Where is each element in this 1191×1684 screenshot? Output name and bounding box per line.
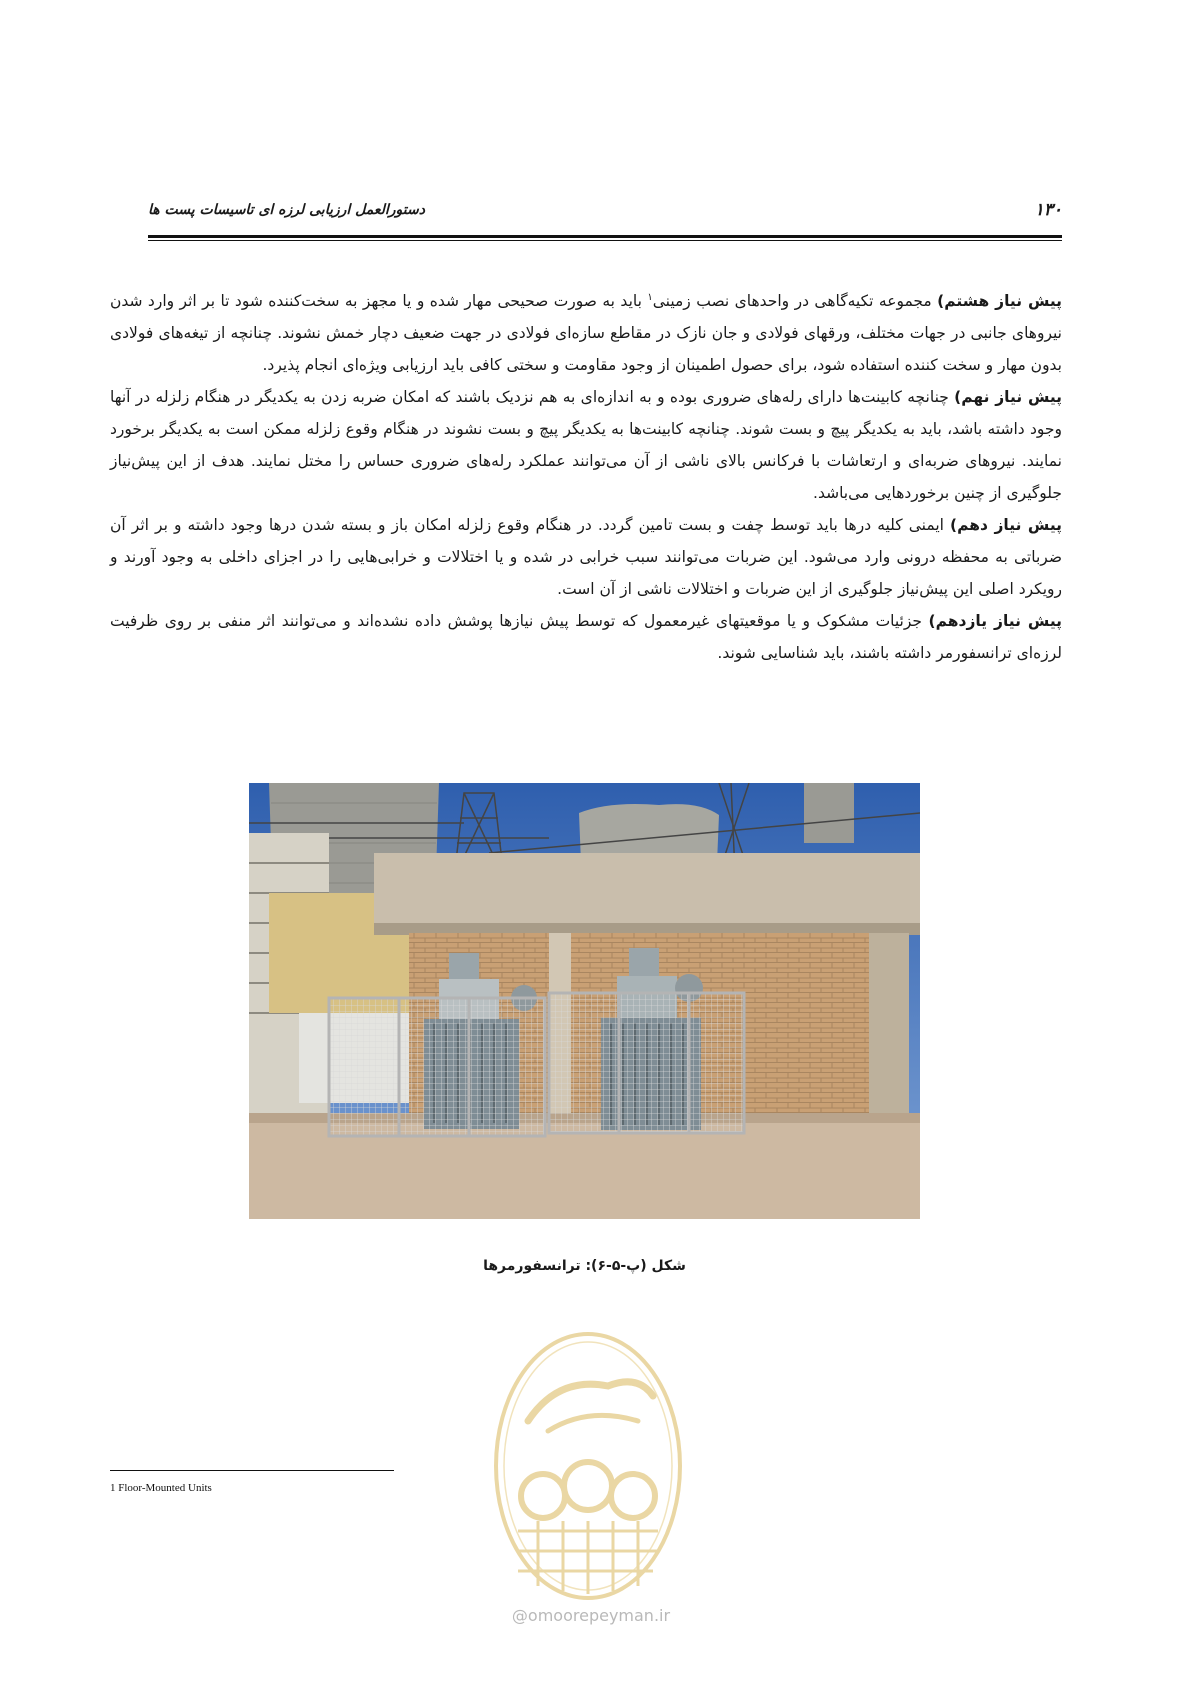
paragraph-text: ایمنی کلیه درها باید توسط چفت و بست تامین گردد. در هنگام وقوع زلزله امکان باز و بسته شدن درها وجود داشته و بر اثر آن ضرباتی به محفظه درونی وارد می‌شود. این ضربات می‌توانند سبب خرابی در شده و یا اختلالات و خرابی‌هایی را در اجزای داخلی به وجود آورند و رویکرد اصلی این پیش‌نیاز جلوگیری از این ضربات و اختلالات ناشی از آن است.: [110, 516, 1062, 599]
page-number: ۱۳۰: [1034, 200, 1062, 220]
paragraph-text: باید به صورت صحیحی مهار شده و یا مجهز به سخت‌کننده شود تا بر اثر وارد شدن نیروهای جانبی در جهات مختلف، ورقهای فولادی و جان نازک در مقاطع سازه‌ای فولادی در جهت ضعیف دچار خمش نشوند. چنانچه از تیغه‌های فولادی بدون مهار و سخت کننده استفاده شود، برای حصول اطمینان از وجود مقاومت و سختی کافی باید ارزیابی ویژه‌ای انجام پذیرد.: [110, 292, 1062, 375]
paragraph-text: مجموعه تکیه‌گاهی در واحدهای نصب زمینی: [652, 292, 938, 311]
paragraph-prerequisite-9: [110, 381, 1062, 509]
paragraph-lead: پیش نیاز دهم): [950, 516, 1062, 535]
header-rule-thin: [148, 240, 1062, 241]
watermark-url: @omoorepeyman.ir: [511, 1606, 671, 1625]
paragraph-text: جزئیات مشکوک و یا موقعیتهای غیرمعمول که توسط پیش نیازها پوشش داده نشده‌اند و می‌توانند اثر منفی بر روی ظرفیت لرزه‌ای ترانسفورمر داشته باشند، باید شناسایی شوند.: [110, 612, 1062, 663]
paragraph-lead: پیش نیاز هشتم): [937, 292, 1063, 311]
transformer-photo: [249, 783, 920, 1219]
paragraph-lead: پیش نیاز نهم): [954, 388, 1062, 407]
footnote-separator: [110, 1470, 394, 1471]
body-text: [110, 282, 1062, 669]
header-rule-thick: [148, 235, 1062, 238]
running-title: دستورالعمل ارزیابی لرزه ای تاسیسات پست ها: [148, 202, 425, 218]
footnote-marker: ۱: [647, 292, 653, 303]
footnote: 1 Floor-Mounted Units: [110, 1482, 212, 1494]
page-header: [148, 198, 1062, 228]
paragraph-text: چنانچه کابینت‌ها دارای رله‌های ضروری بوده و به اندازه‌ای به هم نزدیک باشند که امکان ضربه زدن به یکدیگر در هنگام زلزله در آنها وجود داشته باشد، باید به یکدیگر پیچ و بست شوند. چنانچه کابینت‌ها به یکدیگر پیچ و بست نشوند در هنگام وقوع زلزله ممکن است به یکدیگر برخورد نمایند. نیروهای ضربه‌ای و ارتعاشات با فرکانس بالای ناشی از آن می‌توانند عملکرد رله‌های ضروری حساس را مختل نمایند. هدف از این پیش‌نیاز جلوگیری از چنین برخوردهایی می‌باشد.: [110, 388, 1062, 503]
omoorepeyman-logo: [488, 1326, 688, 1616]
paragraph-prerequisite-10: [110, 509, 1062, 605]
paragraph-prerequisite-11: [110, 605, 1062, 669]
paragraph-lead: پیش نیاز یازدهم): [928, 612, 1062, 631]
paragraph-prerequisite-8: [110, 282, 1062, 381]
figure-caption: شکل (پ-۵-۶): ترانسفورمرها: [483, 1258, 686, 1274]
